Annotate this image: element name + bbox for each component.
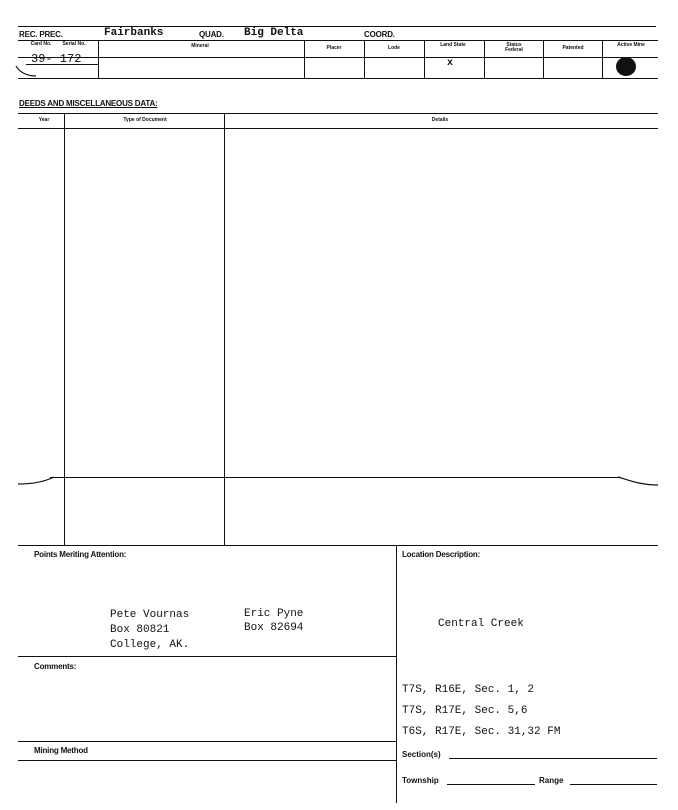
contact2-name: Eric Pyne xyxy=(244,608,304,620)
deeds-col-divider xyxy=(224,113,225,545)
comments-label: Comments: xyxy=(34,662,77,671)
township-label: Township xyxy=(402,776,439,785)
legal-line-2: T7S, R17E, Sec. 5,6 xyxy=(402,705,528,717)
col-patented: Patented xyxy=(562,45,584,51)
deeds-header-rule xyxy=(18,128,658,129)
claim-col-divider xyxy=(98,40,99,78)
lower-center-divider xyxy=(396,545,397,803)
contact1-name: Pete Vournas xyxy=(110,609,190,621)
col-placer: Placer xyxy=(326,45,342,51)
mining-method-label: Mining Method xyxy=(34,746,88,755)
contact1-box: Box 80821 xyxy=(110,624,170,636)
comments-rule xyxy=(18,656,396,657)
quad-value: Big Delta xyxy=(244,27,304,39)
col-status-federal: Status Federal xyxy=(505,42,523,53)
col-year: Year xyxy=(38,117,50,123)
lower-top-rule xyxy=(18,545,658,546)
mining-method-rule xyxy=(18,741,396,742)
mining-method-underline xyxy=(18,760,396,761)
claim-col-divider xyxy=(602,40,603,78)
range-label: Range xyxy=(539,776,564,785)
col-serial-no: Serial No. xyxy=(62,41,86,47)
card-serial-value: 39- 172 xyxy=(31,52,82,66)
location-name: Central Creek xyxy=(438,618,524,630)
claim-col-divider xyxy=(364,40,365,78)
active-mine-dot xyxy=(616,57,636,76)
col-card-no: Card No. xyxy=(30,41,52,47)
legal-line-3: T6S, R17E, Sec. 31,32 FM xyxy=(402,726,561,738)
col-mineral: Mineral xyxy=(191,43,209,49)
quad-label: QUAD. xyxy=(199,30,224,39)
contact2-box: Box 82694 xyxy=(244,622,304,634)
fold-curve-right xyxy=(616,470,660,490)
contact1-city: College, AK. xyxy=(110,639,190,651)
land-state-mark: x xyxy=(447,58,454,69)
col-details: Details xyxy=(431,117,449,123)
deeds-col-divider xyxy=(64,113,65,545)
claim-table-header-rule xyxy=(18,57,658,58)
rec-prec-label: REC. PREC. xyxy=(19,30,63,39)
col-active-mine: Active Mine xyxy=(617,42,645,48)
pen-mark xyxy=(14,64,38,78)
legal-line-1: T7S, R16E, Sec. 1, 2 xyxy=(402,684,535,696)
claim-col-divider xyxy=(424,40,425,78)
claim-col-divider xyxy=(484,40,485,78)
deeds-fold-line xyxy=(50,477,620,478)
claim-col-divider xyxy=(304,40,305,78)
rec-prec-value: Fairbanks xyxy=(104,27,164,39)
points-label: Points Meriting Attention: xyxy=(34,550,127,559)
deeds-top-rule xyxy=(18,113,658,114)
township-fill-line xyxy=(447,784,535,785)
deeds-title: DEEDS AND MISCELLANEOUS DATA: xyxy=(19,99,158,108)
claim-table-bottom-rule xyxy=(18,78,658,79)
col-type-of-document: Type of Document xyxy=(123,117,167,123)
col-lode: Lode xyxy=(388,45,400,51)
fold-curve-left xyxy=(16,470,56,486)
claim-table-top-rule xyxy=(18,40,658,41)
claim-col-divider xyxy=(543,40,544,78)
col-land-state: Land State xyxy=(440,42,466,48)
coord-label: COORD. xyxy=(364,30,395,39)
section-fill-line xyxy=(449,758,657,759)
section-label: Section(s) xyxy=(402,750,441,759)
location-label: Location Description: xyxy=(402,550,481,559)
range-fill-line xyxy=(570,784,657,785)
